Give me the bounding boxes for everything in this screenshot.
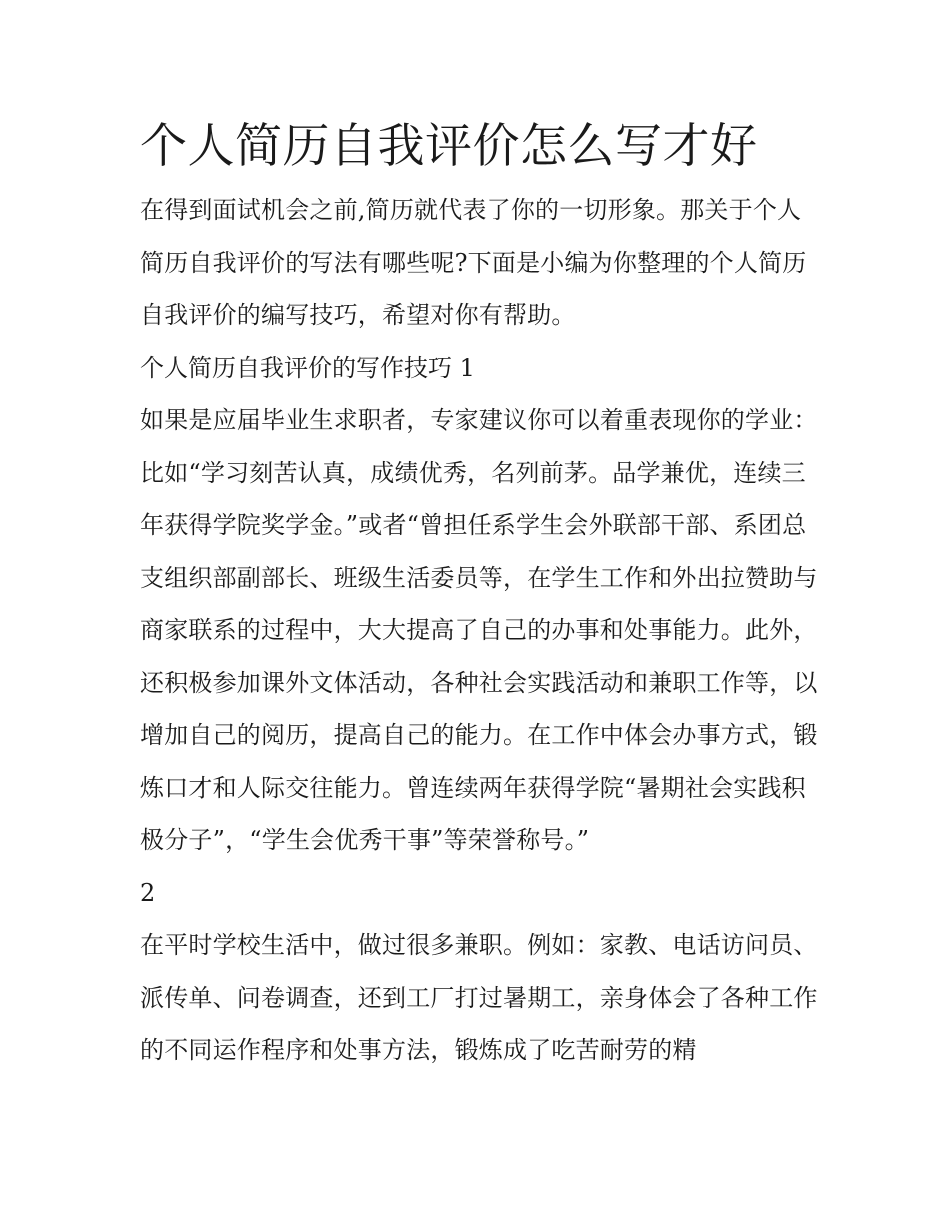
section-heading: 个人简历自我评价的写作技巧 1 [140, 353, 475, 382]
document-content [140, 116, 820, 1077]
document-title: 个人简历自我评价怎么写才好 [140, 119, 758, 174]
body-paragraph-2: 在平时学校生活中，做过很多兼职。例如：家教、电话访问员、派传单、问卷调查，还到工厂打过暑期工，亲身体会了各种工作的不同运作程序和处事方法，锻炼成了吃苦耐劳的精 [140, 931, 818, 1064]
item-number: 2 [140, 878, 156, 907]
body-paragraph-1: 如果是应届毕业生求职者，专家建议你可以着重表现你的学业：比如“学习刻苦认真，成绩优秀，名列前茅。品学兼优，连续三年获得学院奖学金。”或者“曾担任系学生会外联部干部、系团总支组织部副部长、班级生活委员等，在学生工作和外出拉赞助与商家联系的过程中，大大提高了自己的办事和处事能力。此外，还积极参加课外文体活动，各种社会实践活动和兼职工作等，以增加自己的阅历，提高自己的能力。在工作中体会办事方式，锻炼口才和人际交往能力。曾连续两年获得学院“暑期社会实践积极分子”，“学生会优秀干事”等荣誉称号。” [140, 406, 818, 854]
intro-paragraph: 在得到面试机会之前,简历就代表了你的一切形象。那关于个人简历自我评价的写法有哪些呢?下面是小编为你整理的个人简历自我评价的编写技巧，希望对你有帮助。 [140, 196, 807, 329]
